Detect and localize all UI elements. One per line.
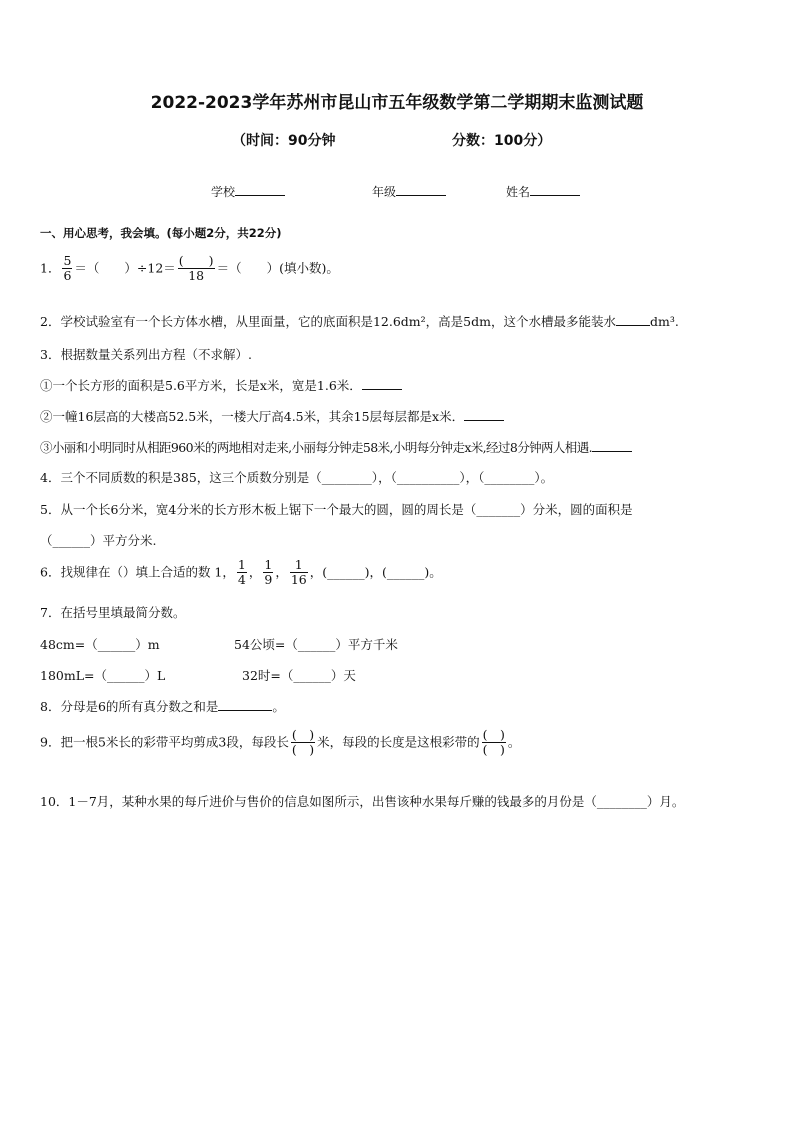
grade-field — [372, 183, 446, 200]
question-6: 6．找规律在（）填上合适的数 1， $\frac{1}{4}$ ， $\frac{1}{9}$ ， $\frac{1}{16}$ ，(______)，(______)。 — [40, 557, 442, 588]
q6-fraction-1: $\frac{1}{4}$ — [237, 557, 246, 588]
q1-fraction: $\frac{5}{6}$ — [63, 253, 72, 284]
question-5-cont: （______）平方分米. — [40, 533, 157, 548]
question-2: 2．学校试验室有一个长方体水槽，从里面量，它的底面积是12.6dm²，高是5dm，这个水槽最多能装水 dm³. — [40, 314, 679, 329]
q2-blank[interactable] — [616, 313, 650, 326]
question-3a: ①一个长方形的面积是5.6平方米，长是x米，宽是1.6米． — [40, 376, 402, 394]
school-field — [211, 183, 285, 200]
school-blank[interactable] — [235, 183, 285, 196]
name-field — [506, 183, 580, 200]
question-7-row2-right: 32时=（______）天 — [242, 668, 356, 683]
school-label: 学校 — [211, 185, 236, 199]
q8-blank[interactable] — [218, 698, 272, 711]
question-10: 10．1－7月，某种水果的每斤进价与售价的信息如图所示，出售该种水果每斤赚的钱最多的月份是（________）月。 — [40, 794, 685, 809]
question-3b: ②一幢16层高的大楼高52.5米，一楼大厅高4.5米，其余15层每层都是x米． — [40, 407, 504, 425]
q1-box-fraction[interactable]: $\frac{( )}{18}$ — [178, 253, 214, 284]
question-7: 7．在括号里填最简分数。 — [40, 605, 186, 620]
question-7-row1-right: 54公顷=（______）平方千米 — [234, 637, 398, 652]
q3a-blank[interactable] — [362, 377, 402, 390]
q1-number: 1． — [40, 260, 61, 276]
time-label: （时间：90分钟 — [232, 133, 336, 149]
question-7-row1: 48cm=（______）m — [40, 637, 160, 652]
question-8: 8．分母是6的所有真分数之和是 。 — [40, 699, 285, 714]
q9-answer-fraction-2[interactable]: $\frac{( )}{( )}$ — [482, 727, 505, 758]
question-7-row2: 180mL=（______）L — [40, 668, 166, 683]
grade-label: 年级 — [372, 185, 397, 199]
q9-answer-fraction-1[interactable]: $\frac{( )}{( )}$ — [291, 727, 315, 758]
name-label: 姓名 — [506, 185, 531, 199]
question-1 — [40, 254, 339, 284]
q6-fraction-2: $\frac{1}{9}$ — [264, 557, 273, 588]
name-blank[interactable] — [530, 183, 580, 196]
score-label: 分数：100分） — [452, 133, 552, 149]
q1-eq2: ＝（ ）(填小数)。 — [216, 260, 339, 276]
question-3c: ③小丽和小明同时从相距960米的两地相对走来,小丽每分钟走58米,小明每分钟走x米,经过8分钟两人相遇. — [40, 438, 632, 456]
grade-blank[interactable] — [396, 183, 446, 196]
q3b-blank[interactable] — [464, 408, 504, 421]
section-heading: 一、用心思考，我会填。(每小题2分，共22分) — [40, 226, 282, 240]
q6-fraction-3: $\frac{1}{16}$ — [290, 557, 307, 588]
question-3: 3．根据数量关系列出方程（不求解）. — [40, 347, 252, 362]
question-4: 4．三个不同质数的积是385，这三个质数分别是（________），（__________），（________）。 — [40, 470, 554, 485]
question-9: 9．把一根5米长的彩带平均剪成3段，每段长 $\frac{( )}{( )}$ 米，每段的长度是这根彩带的 $\frac{( )}{( )}$ 。 — [40, 727, 521, 758]
question-5: 5．从一个长6分米，宽4分米的长方形木板上锯下一个最大的圆，圆的周长是（_______）分米，圆的面积是 — [40, 502, 633, 517]
q1-eq1: ＝（ ）÷12＝ — [74, 260, 176, 276]
exam-title: 2022-2023学年苏州市昆山市五年级数学第二学期期末监测试题 — [150, 93, 644, 113]
q3c-blank[interactable] — [592, 439, 632, 452]
